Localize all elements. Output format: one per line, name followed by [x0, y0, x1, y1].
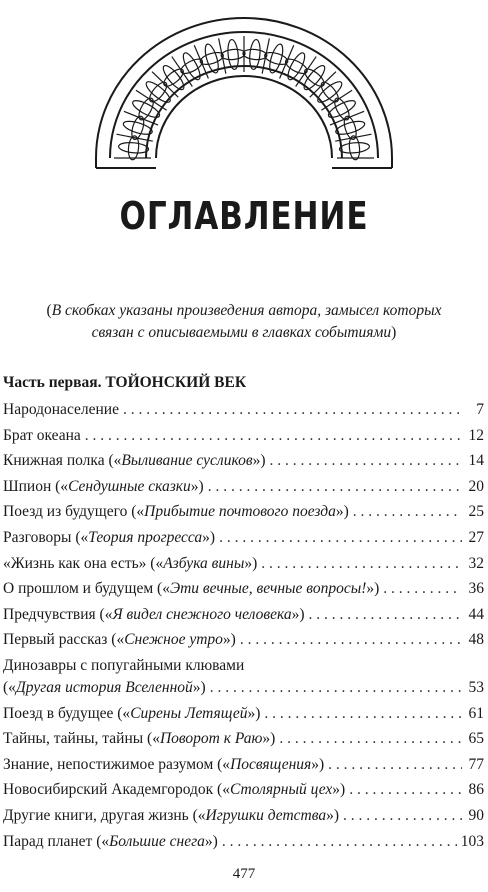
page-number: 27 — [468, 528, 484, 546]
arch-divider-line — [335, 134, 371, 141]
toc-entry[interactable] — [3, 730, 484, 756]
toc-entry[interactable] — [3, 401, 484, 427]
arch-petal — [118, 141, 149, 154]
entry-text: Знание, непостижимое разумом («Посвящения») — [3, 755, 325, 773]
toc-list — [3, 401, 484, 858]
dot-leader — [349, 781, 462, 799]
toc-entry[interactable] — [3, 833, 484, 859]
dot-leader — [210, 679, 462, 697]
part-heading: Часть первая. ТОЙОНСКИЙ ВЕК — [3, 374, 247, 391]
note-line-1: В скобках указаны произведения автора, замысел которых — [51, 302, 442, 319]
arch-divider-line — [280, 45, 294, 78]
entry-text: Брат океана — [3, 426, 81, 444]
dot-leader — [240, 631, 462, 649]
entry-text: Поезд из будущего («Прибытие почтового поезда») — [3, 503, 349, 521]
entry-text: Предчувствия («Я видел снежного человека») — [3, 605, 305, 623]
page-number: 61 — [468, 704, 484, 722]
toc-entry[interactable] — [3, 427, 484, 453]
toc-note — [0, 300, 488, 344]
entry-text: Новосибирский Академгородок («Столярный цех») — [3, 781, 346, 799]
dot-leader — [353, 503, 462, 521]
page-number: 44 — [468, 605, 484, 623]
arch-petal — [136, 96, 156, 122]
toc-entry[interactable] — [3, 580, 484, 606]
dot-leader — [222, 833, 457, 851]
toc-entry[interactable] — [3, 529, 484, 555]
toc-entry[interactable] — [3, 452, 484, 478]
dot-leader — [264, 705, 462, 723]
page-number: 14 — [468, 452, 484, 470]
entry-text: Разговоры («Теория прогресса») — [3, 528, 216, 546]
dot-leader — [343, 807, 462, 825]
arch-petal — [242, 48, 267, 60]
toc-entry[interactable] — [3, 705, 484, 731]
dot-leader — [219, 529, 462, 547]
note-close-paren: ) — [391, 324, 397, 341]
entry-text: Народонаселение — [3, 401, 119, 418]
page-number: 86 — [468, 781, 484, 799]
entry-text: Поезд в будущее («Сирены Летящей») — [3, 704, 261, 722]
dot-leader — [270, 452, 462, 470]
arch-divider-line — [116, 134, 152, 141]
page-number: 25 — [468, 503, 484, 521]
page-number: 32 — [468, 554, 484, 572]
page-number: 90 — [468, 806, 484, 824]
page-number: 77 — [468, 755, 484, 773]
toc-entry[interactable] — [3, 781, 484, 807]
toc-entry[interactable] — [3, 756, 484, 782]
dot-leader — [309, 606, 463, 624]
arch-petal — [248, 39, 261, 70]
dot-leader — [328, 756, 462, 774]
toc-entry[interactable] — [3, 503, 484, 529]
toc-entry[interactable] — [3, 478, 484, 504]
entry-text: Парад планет («Большие снега») — [3, 832, 218, 850]
page-number: 12 — [468, 426, 484, 444]
toc-entry[interactable] — [3, 606, 484, 632]
arch-petal — [339, 141, 370, 154]
toc-entry — [3, 679, 484, 705]
dot-leader — [85, 427, 462, 445]
toc-entry-multiline[interactable] — [3, 657, 484, 705]
dot-leader — [279, 730, 462, 748]
toc-entry[interactable] — [3, 807, 484, 833]
entry-text: Книжная полка («Выливание сусликов») — [3, 452, 266, 470]
arch-petal — [267, 43, 285, 75]
arch-petal — [199, 50, 225, 67]
entry-text: Первый рассказ («Снежное утро») — [3, 631, 236, 649]
arch-petal — [315, 79, 345, 106]
arch-petal — [203, 43, 221, 75]
page-number: 53 — [468, 678, 484, 696]
dot-leader — [123, 401, 462, 419]
page-footer-number: 477 — [232, 866, 256, 882]
page-number: 65 — [468, 730, 484, 748]
entry-text: Другие книги, другая жизнь («Игрушки детства») — [3, 806, 340, 824]
note-open-paren: ( — [46, 302, 52, 319]
dot-leader — [261, 555, 462, 573]
page-number: 20 — [468, 477, 484, 495]
dot-leader — [208, 478, 462, 496]
page-title: ОГЛАВЛЕНИЕ — [119, 194, 369, 238]
toc-entry[interactable] — [3, 631, 484, 657]
entry-text: О прошлом и будущем («Эти вечные, вечные вопросы!») — [3, 580, 380, 598]
entry-text-line-1: Динозавры с попугайными клювами — [3, 656, 245, 674]
dot-leader — [383, 580, 462, 598]
entry-text: Тайны, тайны, тайны («Поворот к Раю») — [3, 730, 276, 748]
page-number: 36 — [468, 580, 484, 598]
entry-text: «Жизнь как она есть» («Азбука вины») — [3, 554, 258, 572]
entry-text: («Другая история Вселенной») — [3, 678, 206, 696]
page-number: 48 — [468, 631, 484, 649]
arch-petal — [227, 39, 240, 70]
arch-petal — [143, 79, 173, 106]
arch-divider-line — [194, 45, 208, 78]
page-number: 103 — [460, 832, 484, 850]
entry-text: Шпион («Сендушные сказки») — [3, 477, 204, 495]
note-line-2: связан с описываемыми в главках событиями — [91, 324, 392, 341]
page-number: 7 — [476, 401, 484, 418]
decorative-arch-ornament — [0, 0, 488, 170]
arch-petal — [221, 48, 246, 60]
toc-entry[interactable] — [3, 555, 484, 581]
